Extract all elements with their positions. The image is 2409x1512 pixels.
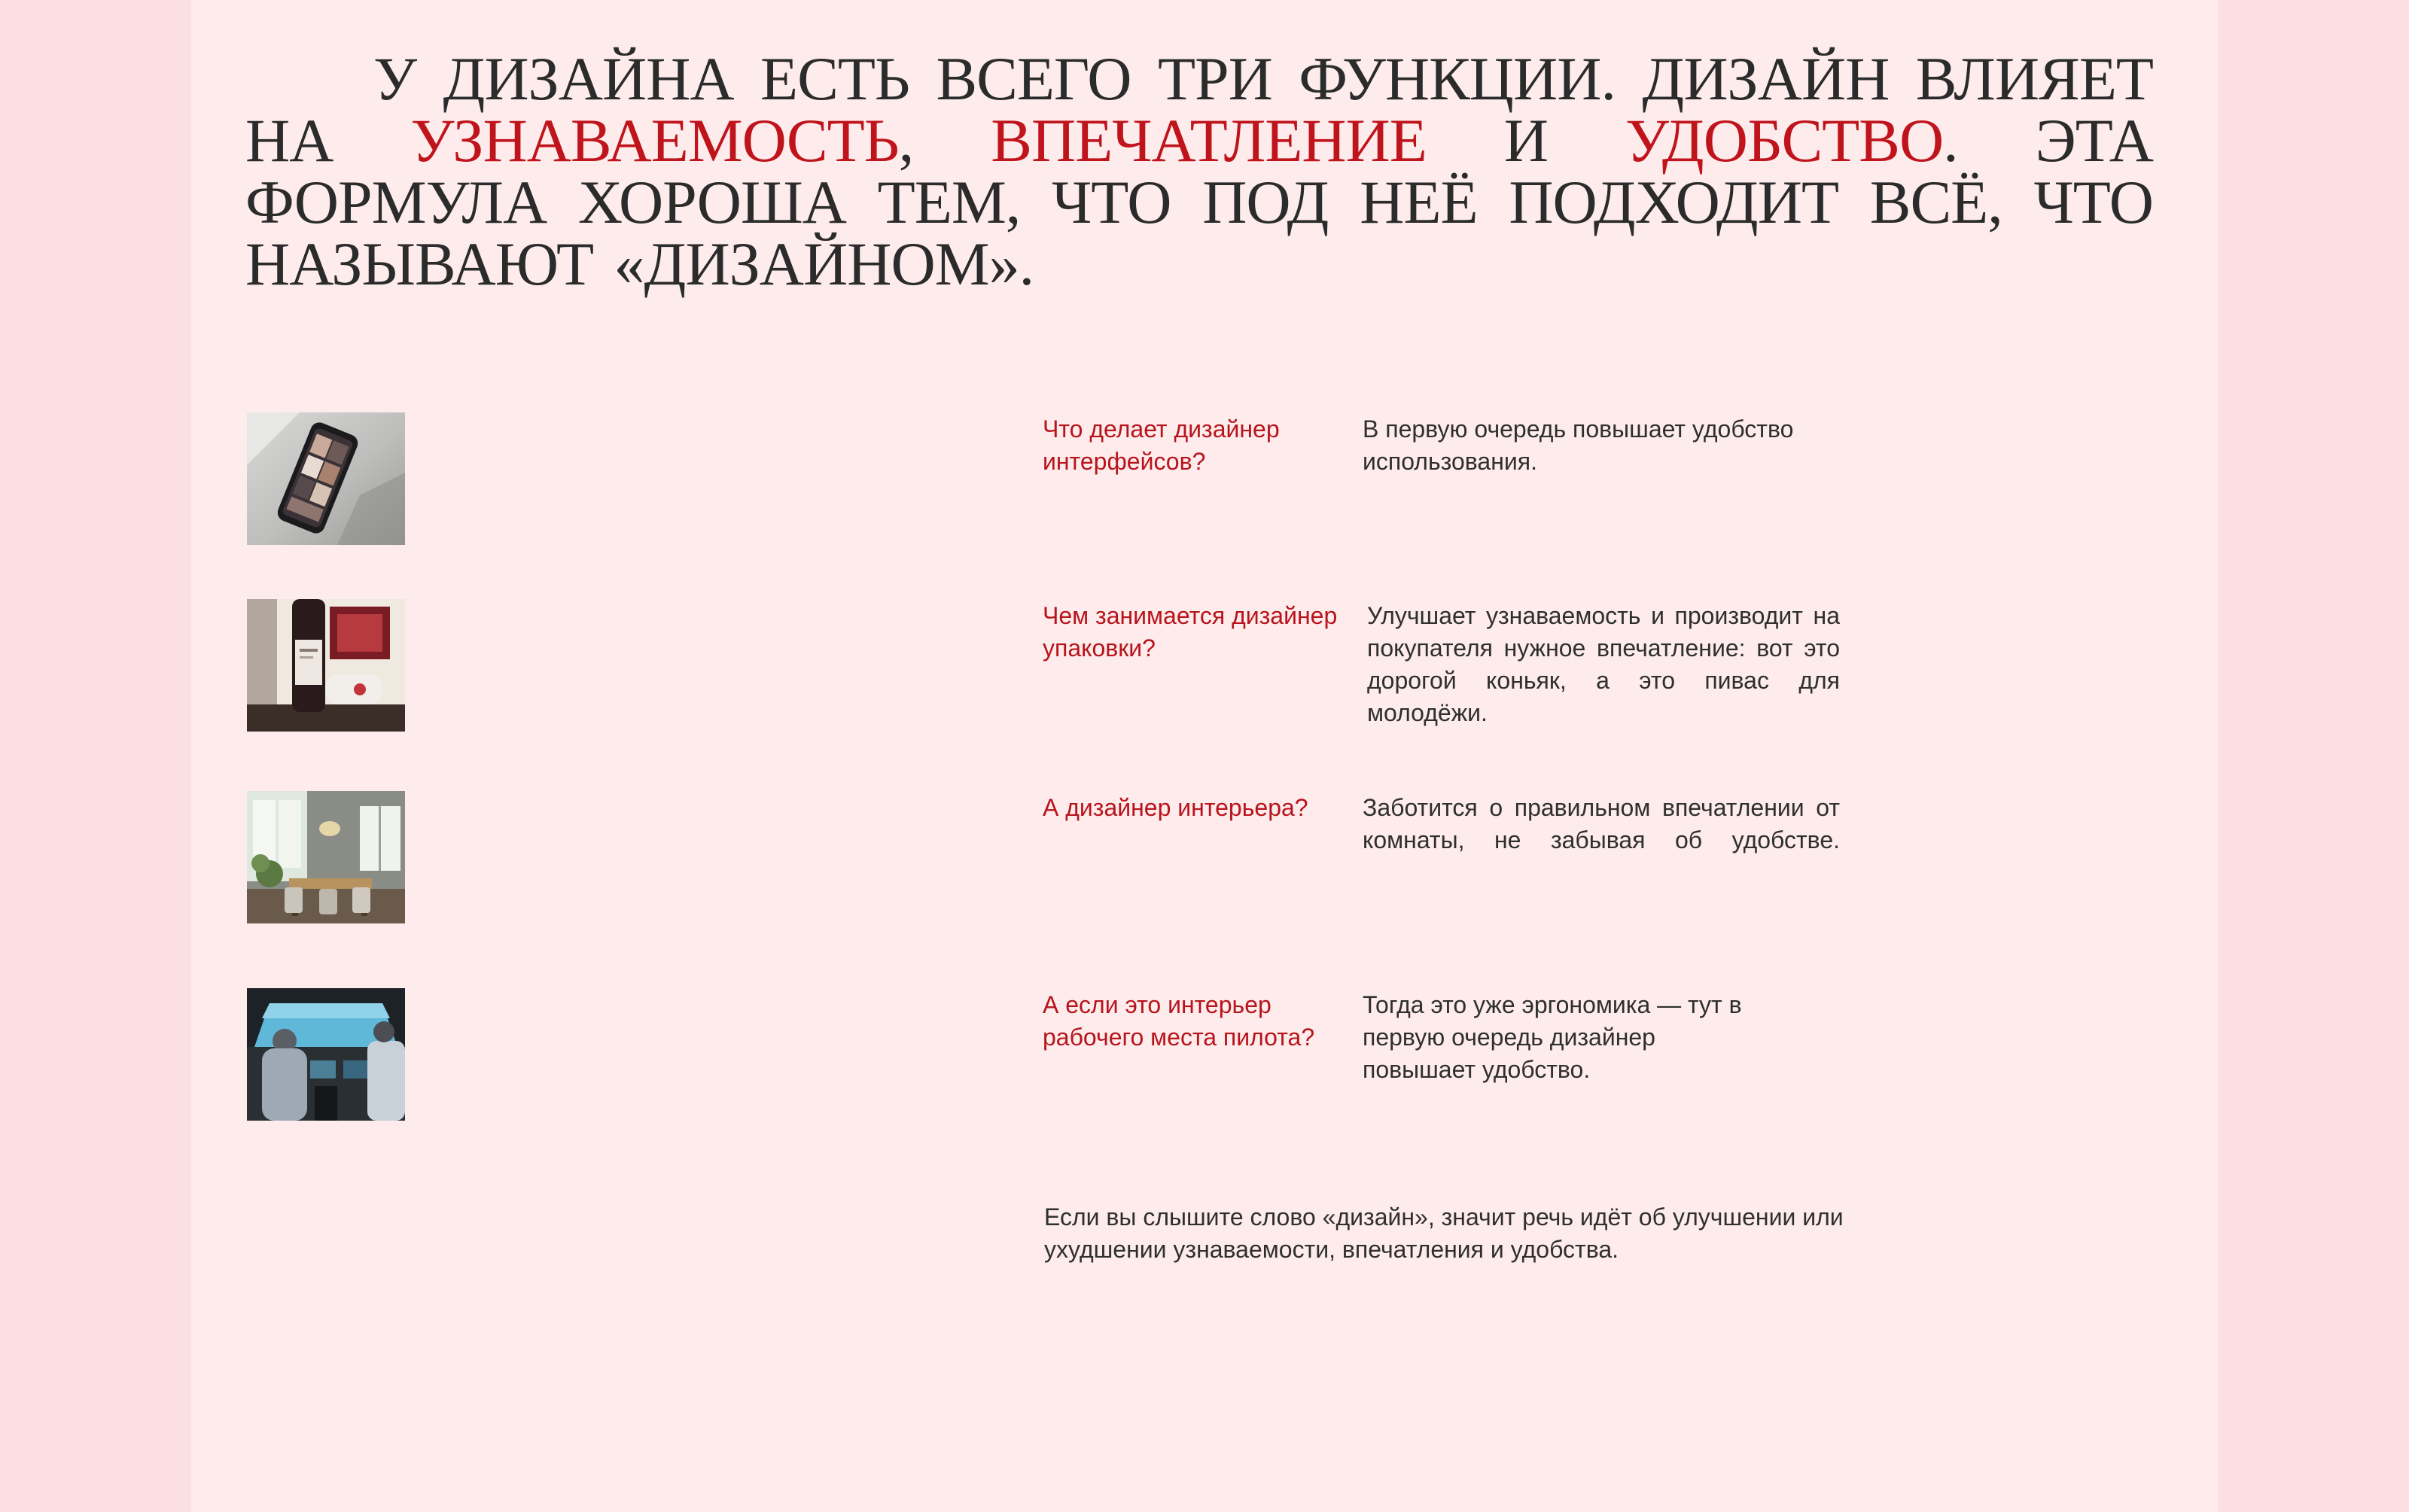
headline-text-2: . ЭТА ФОРМУЛА ХОРОША ТЕМ, ЧТО ПОД НЕЁ ПОДХОДИТ ВСЁ, ЧТО НАЗЫВАЮТ «ДИЗАЙНОМ». (245, 106, 2154, 298)
headline-accent-convenience: УДОБСТВО (1625, 106, 1944, 175)
wine-bottle-photo (247, 599, 405, 732)
answer-packaging-designer: Улучшает узнаваемость и производит на покупателя нужное впечатление: вот это дорогой коньяк, а это пивас для молодёжи. (1367, 602, 1840, 726)
headline (245, 44, 2154, 298)
question-interior-designer: А дизайнер интерьера? (1043, 794, 1308, 821)
dining-room-photo (247, 791, 405, 923)
answer-interface-designer: В первую очередь повышает удобство использования. (1363, 415, 1794, 475)
headline-separator-2: И (1426, 106, 1626, 175)
headline-separator-1: , (898, 106, 991, 175)
conclusion-text: Если вы слышите слово «дизайн», значит речь идёт об улучшении или ухудшении узнаваемости, впечатления и удобства. (1044, 1203, 1844, 1263)
question-interface-designer: Что делает дизайнер интерфейсов? (1043, 415, 1280, 475)
headline-accent-impression: ВПЕЧАТЛЕНИЕ (991, 106, 1427, 175)
smartphone-photo (247, 412, 405, 545)
answer-pilot-workplace: Тогда это уже эргономика — тут в первую очередь дизайнер повышает удобство. (1363, 991, 1742, 1083)
headline-accent-recognizability: УЗНАВАЕМОСТЬ (410, 106, 899, 175)
question-packaging-designer: Чем занимается дизайнер упаковки? (1043, 602, 1338, 662)
answer-interior-designer: Заботится о правильном впечатлении от комнаты, не забывая об удобстве. (1363, 794, 1840, 853)
headline-text-1: У ДИЗАЙНА ЕСТЬ ВСЕГО ТРИ ФУНКЦИИ. ДИЗАЙН ВЛИЯЕТ НА (245, 44, 2153, 175)
cockpit-photo (247, 988, 405, 1121)
question-pilot-workplace: А если это интерьер рабочего места пилота? (1043, 991, 1315, 1051)
